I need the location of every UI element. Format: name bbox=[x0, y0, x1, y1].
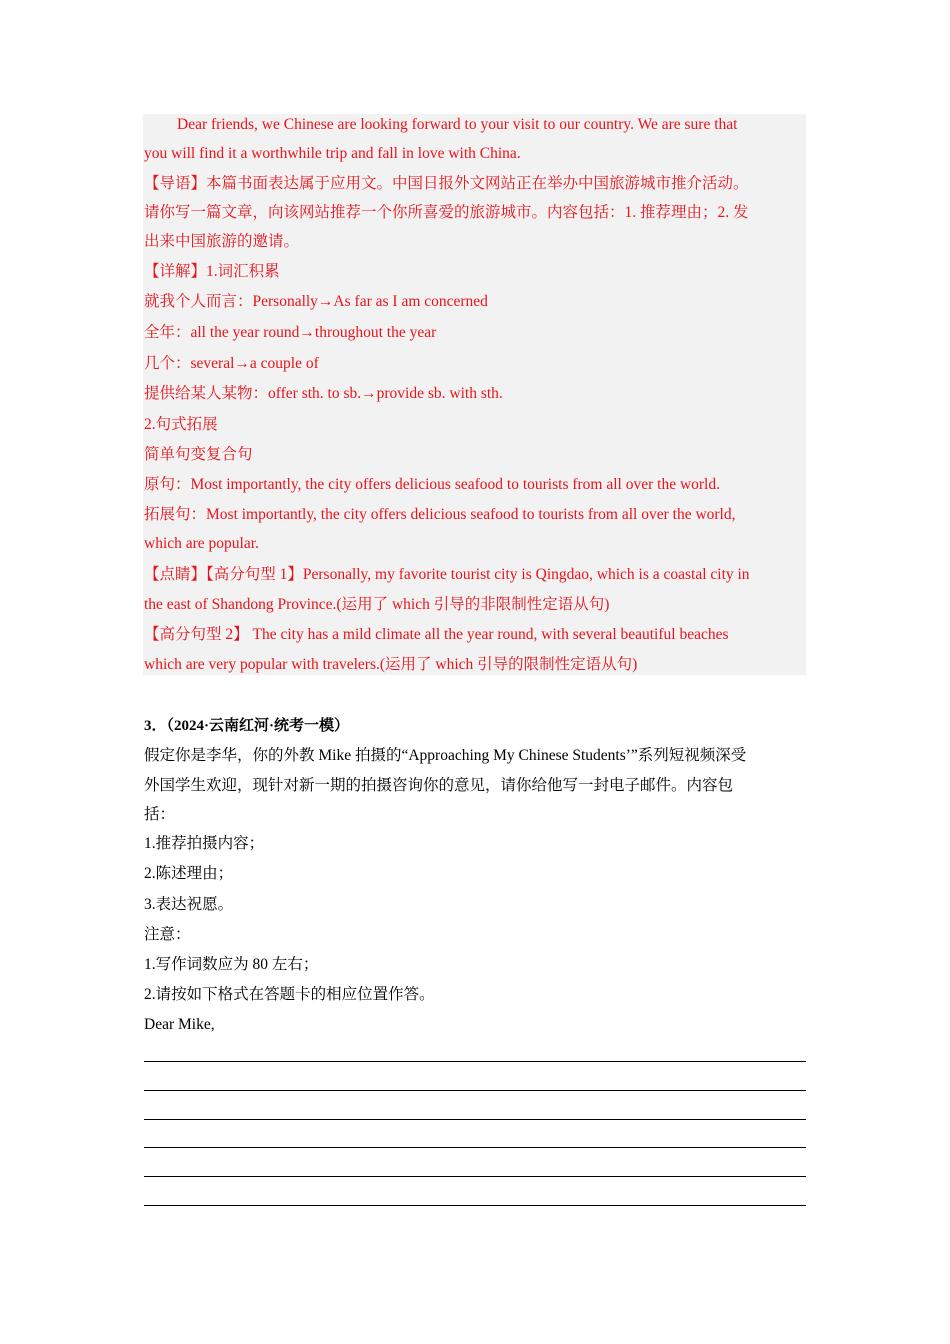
writing-line[interactable] bbox=[144, 1090, 806, 1091]
highlight-2-line-2: which are very popular with travelers.(运用了 which 引导的限制性定语从句) bbox=[144, 656, 638, 673]
guide-line-1: 【导语】本篇书面表达属于应用文。中国日报外文网站正在举办中国旅游城市推介活动。 bbox=[144, 175, 749, 192]
guide-line-3: 出来中国旅游的邀请。 bbox=[144, 233, 300, 250]
vocab-item: 几个：several→a couple of bbox=[144, 355, 319, 372]
closing-line-1: Dear friends, we Chinese are looking forward to your visit to our country. We are sure that bbox=[177, 116, 738, 133]
content-point: 3.表达祝愿。 bbox=[144, 896, 234, 913]
highlight-2-line-1: 【高分句型 2】 The city has a mild climate all the year round, with several beautiful beaches bbox=[144, 626, 729, 643]
guide-line-2: 请你写一篇文章，向该网站推荐一个你所喜爱的旅游城市。内容包括：1. 推荐理由；2. 发 bbox=[144, 204, 749, 221]
sentence-heading: 2.句式拓展 bbox=[144, 416, 218, 433]
notes-heading: 注意： bbox=[144, 926, 191, 943]
expanded-sentence-line-2: which are popular. bbox=[144, 535, 259, 552]
highlight-1-line-1: 【点睛】【高分句型 1】Personally, my favorite tourist city is Qingdao, which is a coastal city in bbox=[144, 566, 750, 583]
content-point: 2.陈述理由； bbox=[144, 865, 234, 882]
writing-line[interactable] bbox=[144, 1205, 806, 1206]
note-item: 1.写作词数应为 80 左右； bbox=[144, 956, 319, 973]
detail-heading: 【详解】1.词汇积累 bbox=[144, 263, 280, 280]
writing-line[interactable] bbox=[144, 1176, 806, 1177]
note-item: 2.请按如下格式在答题卡的相应位置作答。 bbox=[144, 986, 435, 1003]
vocab-item: 就我个人而言：Personally→As far as I am concerned bbox=[144, 293, 488, 310]
expanded-sentence-line-1: 拓展句：Most importantly, the city offers delicious seafood to tourists from all over the world, bbox=[144, 506, 736, 523]
question-3-heading: 3．（2024·云南红河·统考一模） bbox=[144, 718, 350, 734]
writing-line[interactable] bbox=[144, 1061, 806, 1062]
highlight-1-line-2: the east of Shandong Province.(运用了 which 引导的非限制性定语从句) bbox=[144, 596, 610, 613]
writing-line[interactable] bbox=[144, 1147, 806, 1148]
content-point: 1.推荐拍摄内容； bbox=[144, 835, 265, 852]
salutation: Dear Mike, bbox=[144, 1016, 215, 1033]
vocab-item: 全年：all the year round→throughout the year bbox=[144, 324, 437, 341]
sentence-subheading: 简单句变复合句 bbox=[144, 446, 253, 463]
prompt-line-3: 括： bbox=[144, 806, 176, 823]
prompt-line-2: 外国学生欢迎，现针对新一期的拍摄咨询你的意见，请你给他写一封电子邮件。内容包 bbox=[144, 777, 734, 794]
vocab-item: 提供给某人某物：offer sth. to sb.→provide sb. with sth. bbox=[144, 385, 503, 402]
original-sentence: 原句：Most importantly, the city offers delicious seafood to tourists from all over the world. bbox=[144, 476, 720, 493]
writing-line[interactable] bbox=[144, 1119, 806, 1120]
prompt-line-1: 假定你是李华，你的外教 Mike 拍摄的“Approaching My Chinese Students’”系列短视频深受 bbox=[144, 747, 747, 764]
closing-line-2: you will find it a worthwhile trip and fall in love with China. bbox=[144, 145, 521, 162]
